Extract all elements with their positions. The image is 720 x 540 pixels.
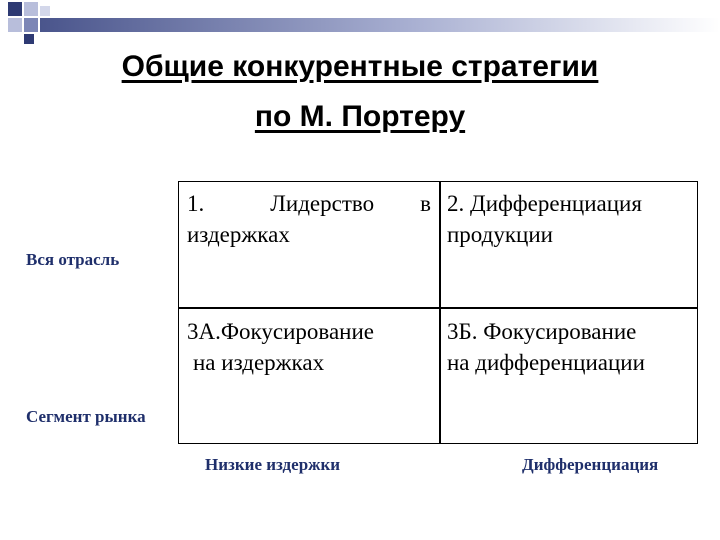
title-line-2: по М. Портеру: [254, 100, 466, 133]
cell-line-1: 2. Дифференциация: [447, 191, 642, 216]
cell-number: 1.: [187, 191, 205, 216]
grid-divider-horizontal: [179, 307, 697, 309]
header-decoration: [0, 0, 720, 50]
row-label-top: Вся отрасль: [26, 250, 120, 269]
cell-preposition: в: [420, 191, 431, 216]
cell-differentiation: [447, 188, 691, 250]
cell-cost-leadership: [187, 188, 431, 250]
deco-square-light: [8, 18, 22, 32]
title-line-1: Общие конкурентные стратегии: [121, 50, 599, 83]
deco-square-dark: [24, 18, 38, 32]
cell-line-2: издержках: [187, 222, 290, 247]
cell-line-2: на издержках: [193, 350, 325, 375]
deco-square-light: [40, 6, 50, 16]
cell-line-1: 3Б. Фокусирование: [447, 319, 637, 344]
deco-square-dark: [8, 2, 22, 16]
column-label-right: Дифференциация: [522, 455, 659, 474]
strategy-grid: [178, 181, 698, 444]
cell-line-1: 3А.Фокусирование: [187, 319, 374, 344]
cell-line-2: на дифференциации: [447, 350, 645, 375]
cell-line-2: продукции: [447, 222, 553, 247]
deco-gradient-bar: [40, 18, 720, 32]
row-label-bottom: Сегмент рынка: [26, 407, 146, 426]
deco-square-light: [24, 2, 38, 16]
deco-square-dark: [24, 34, 34, 44]
cell-differentiation-focus: [447, 316, 691, 378]
cell-cost-focus: [187, 316, 431, 378]
column-label-left: Низкие издержки: [205, 455, 341, 474]
cell-word: Лидерство: [270, 191, 375, 216]
grid-divider-vertical: [439, 182, 441, 443]
